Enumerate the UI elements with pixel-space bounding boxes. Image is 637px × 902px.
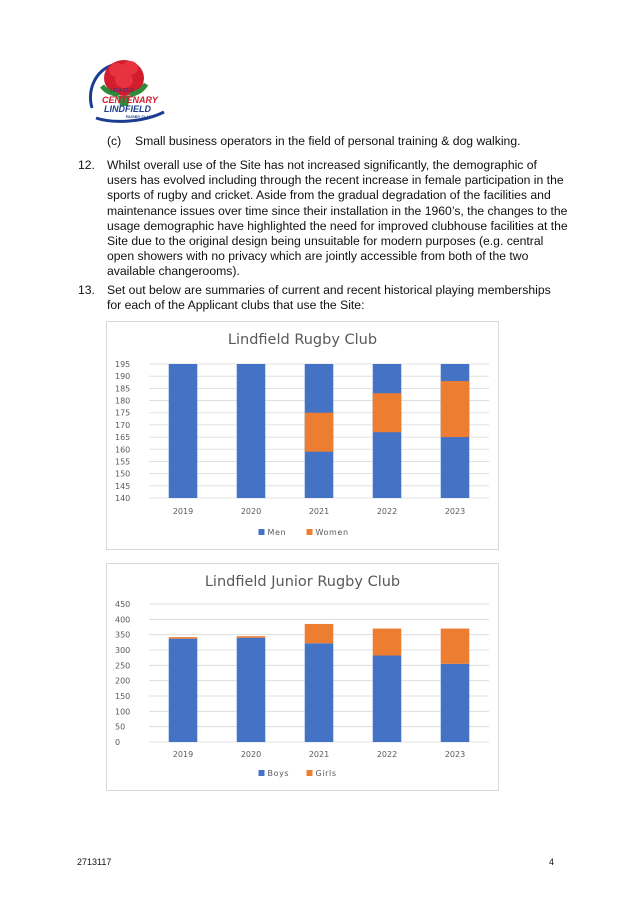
bar-boys-2019: [169, 639, 198, 742]
y-tick-label: 50: [115, 722, 126, 732]
x-tick-label: 2019: [172, 507, 194, 516]
bar-girls-2021: [305, 624, 334, 643]
bar-men-2019: [169, 364, 198, 498]
legend-swatch: [259, 770, 265, 776]
bar-women-2021: [305, 413, 334, 452]
legend-swatch: [307, 529, 313, 535]
x-tick-label: 2020: [240, 750, 262, 759]
bar-boys-2022: [373, 656, 402, 742]
y-tick-label: 140: [115, 494, 131, 503]
bar-girls-2023: [441, 629, 470, 664]
y-tick-label: 200: [115, 676, 131, 686]
y-tick-label: 160: [115, 445, 131, 455]
y-tick-label: 190: [115, 372, 131, 382]
y-tick-label: 165: [115, 433, 131, 443]
chart-senior-membership: [106, 321, 499, 550]
y-tick-label: 250: [115, 661, 131, 671]
paragraph-13-number: 13.: [78, 283, 95, 297]
legend-label: Boys: [267, 769, 290, 778]
paragraph-12-number: 12.: [78, 158, 95, 172]
chart-junior-membership: [106, 563, 499, 791]
x-tick-label: 2019: [172, 750, 194, 759]
logo-lindfield: LINDFIELD: [104, 104, 151, 114]
y-tick-label: 185: [115, 384, 131, 394]
y-tick-label: 145: [115, 481, 131, 491]
document-number: 2713117: [77, 857, 112, 867]
paragraph-12: [78, 158, 568, 280]
y-tick-label: 170: [115, 420, 131, 430]
y-tick-label: 100: [115, 707, 131, 717]
y-tick-label: 400: [115, 615, 131, 625]
chart-senior-svg: [107, 322, 498, 549]
x-tick-label: 2022: [376, 507, 398, 516]
item-c-label: (c): [107, 134, 122, 148]
bar-women-2023: [441, 381, 470, 437]
legend-swatch: [307, 770, 313, 776]
y-tick-label: 150: [115, 469, 131, 479]
item-c-text: Small business operators in the field of personal training & dog walking.: [135, 134, 521, 148]
y-tick-label: 195: [115, 360, 131, 369]
x-tick-label: 2023: [444, 507, 466, 516]
logo-centenary: CENTENARY: [102, 95, 158, 105]
x-tick-label: 2021: [308, 507, 330, 516]
y-tick-label: 350: [115, 630, 131, 640]
paragraph-13-text: Set out below are summaries of current and recent historical playing memberships for each of the Applicant clubs that use the Site:: [107, 283, 551, 313]
legend-swatch: [259, 529, 265, 535]
bar-boys-2023: [441, 664, 470, 742]
legend-label: Girls: [315, 769, 337, 778]
y-tick-label: 175: [115, 408, 131, 418]
chart-junior-svg: [107, 564, 498, 790]
page-number: 4: [549, 857, 555, 867]
paragraph-12-text: Whilst overall use of the Site has not increased significantly, the demographic of users has evolved including through the recent increase in female participation in the sports of rugby and cricket. Aside from the gradual degradation of the facilities and maintenance issues over time since their installation in the 1960’s, the changes to the usage demographic have highlighted the need for improved clubhouse facilities at the Site due to the original design being unsuitable for modern purposes (e.g. central open showers with no privacy which are jointly accessible from both of the two available changerooms).: [107, 158, 568, 279]
y-tick-label: 450: [115, 600, 131, 609]
y-tick-label: 300: [115, 646, 131, 655]
y-tick-label: 0: [115, 738, 121, 747]
bar-men-2020: [237, 364, 266, 498]
bar-girls-2019: [169, 637, 198, 639]
y-tick-label: 180: [115, 396, 131, 406]
bar-women-2022: [373, 393, 402, 432]
y-tick-label: 155: [115, 457, 131, 467]
chart-title: Lindfield Junior Rugby Club: [204, 574, 401, 590]
bar-girls-2020: [237, 636, 266, 638]
bar-boys-2021: [305, 643, 334, 742]
logo-rugby-club: RUGBY CLUB: [126, 114, 153, 119]
legend-label: Men: [267, 528, 287, 537]
y-tick-label: 150: [115, 692, 131, 701]
chart-title: Lindfield Rugby Club: [227, 332, 378, 348]
bar-boys-2020: [237, 638, 266, 742]
logo-years: 1919-2019: [110, 88, 134, 94]
x-tick-label: 2020: [240, 507, 262, 516]
item-c: [107, 134, 567, 149]
legend-label: Women: [315, 528, 349, 537]
x-tick-label: 2023: [444, 750, 466, 759]
x-tick-label: 2021: [308, 750, 330, 759]
x-tick-label: 2022: [376, 750, 398, 759]
bar-girls-2022: [373, 629, 402, 656]
paragraph-13: [78, 283, 568, 313]
